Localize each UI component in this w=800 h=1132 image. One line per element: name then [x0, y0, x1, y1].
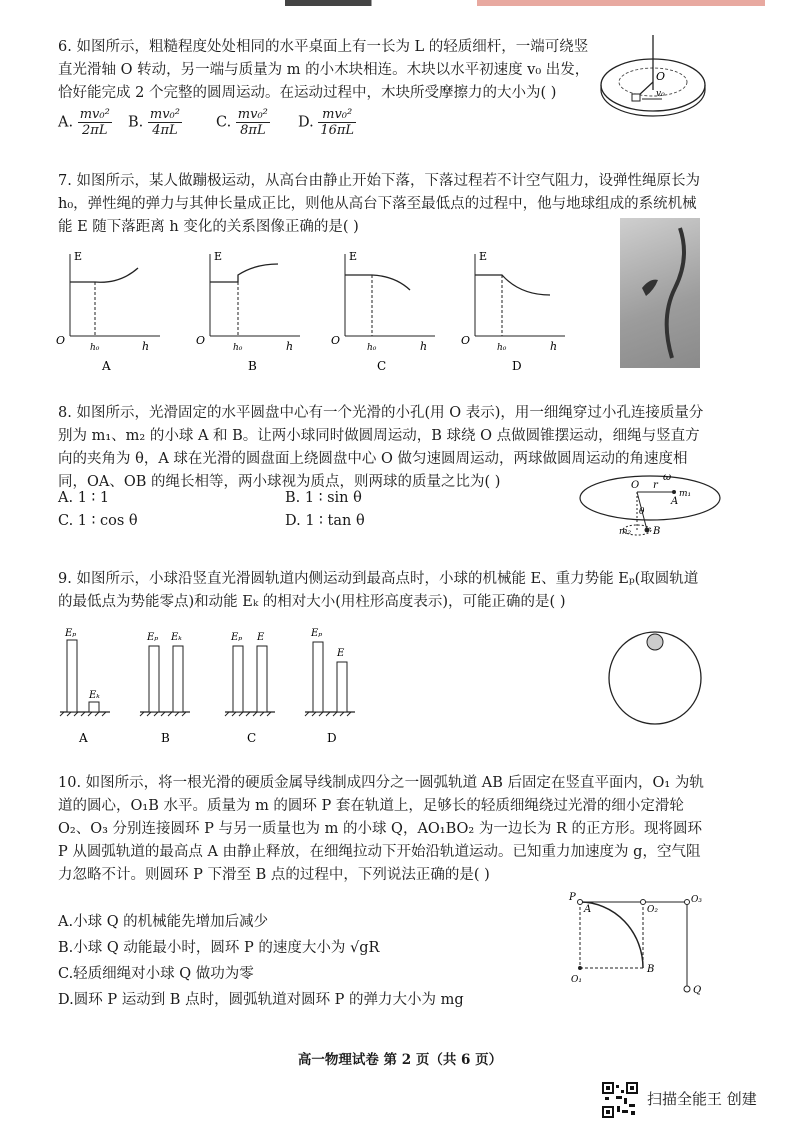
q8-ball-A: [672, 490, 676, 494]
q10-ring-P: [578, 900, 583, 905]
svg-text:ω: ω: [663, 472, 672, 483]
q9-group-d: [305, 628, 355, 745]
svg-text:Eₖ: Eₖ: [171, 632, 182, 643]
q9-b-bar2: [173, 646, 183, 712]
svg-text:A: A: [671, 496, 679, 507]
svg-text:Eₚ: Eₚ: [311, 628, 323, 639]
svg-text:A: A: [584, 904, 592, 915]
q9-label-d: D: [327, 731, 337, 745]
question-9-text: 9. 如图所示，小球沿竖直光滑圆轨道内侧运动到最高点时，小球的机械能 E、重力势能 Eₚ(取圆轨道的最低点为势能零点)和动能 Eₖ 的相对大小(用柱形高度表示)，可能正确的是( ): [58, 571, 699, 610]
option-8a: A. 1 ∶ 1: [58, 490, 110, 506]
svg-text:B: B: [647, 964, 655, 975]
q9-d-bar1: [313, 642, 323, 712]
option-10d: D.圆环 P 运动到 B 点时，圆弧轨道对圆环 P 的弹力大小为 mg: [58, 992, 464, 1008]
question-7-text: 7. 如图所示，某人做蹦极运动，从高台由静止开始下落，下落过程若不计空气阻力，设弹性绳原长为 h₀，弹性绳的弹力与其伸长量成正比，则他从高台下落至最低点的过程中，他与地球组成的系统机械能 E 随下落距离 h 变化的关系图像正确的是( ): [58, 173, 700, 235]
svg-text:h: h: [550, 340, 558, 353]
qr-code-icon: [602, 1082, 638, 1118]
question-8-options: [58, 490, 388, 536]
svg-text:Eₚ: Eₚ: [65, 628, 77, 639]
q10-figure: [565, 888, 710, 1008]
svg-text:O: O: [461, 334, 471, 347]
q9-label-c: C: [247, 731, 257, 745]
q7-graph-c: [331, 250, 435, 373]
svg-text:h: h: [142, 340, 150, 353]
svg-text:E: E: [257, 632, 265, 643]
svg-text:h: h: [286, 340, 294, 353]
option-6d: D. $\frac{\text{mv₀²}}{16\pi L}$: [298, 107, 355, 138]
svg-text:E: E: [74, 250, 83, 263]
q9-c-bar1: [233, 646, 243, 712]
svg-text:E: E: [337, 648, 345, 659]
svg-text:O₂: O₂: [647, 905, 658, 915]
q9-c-bar2: [257, 646, 267, 712]
q9-d-bar2: [337, 662, 347, 712]
question-10-text: 10. 如图所示，将一根光滑的硬质金属导线制成四分之一圆弧轨道 AB 后固定在竖直平面内，O₁ 为轨道的圆心，O₁B 水平。质量为 m 的圆环 P 套在轨道上，足够长的轻质细绳绕过光滑的细小定滑轮 O₂、O₃ 分别连接圆环 P 与另一质量也为 m 的小球 Q，AO₁BO₂ 为一边长为 R 的正方形。现将圆环 P 从圆弧轨道的最高点 A 由静止释放，在细绳拉动下开始沿轨道运动。已知重力加速度为 g，空气阻力忽略不计。则圆环 P 下滑至 B 点的过程中，下列说法正确的是( ): [58, 775, 704, 883]
q9-b-bar1: [149, 646, 159, 712]
q7-curve-d: [475, 275, 550, 295]
svg-text:h₀: h₀: [497, 343, 507, 353]
svg-text:Eₚ: Eₚ: [147, 632, 159, 643]
q10-center-O1: [578, 966, 582, 970]
option-6a: A. $\frac{\text{mv₀²}}{2\pi L}$: [58, 107, 110, 138]
svg-text:m₁: m₁: [679, 489, 692, 499]
svg-text:r: r: [653, 480, 658, 491]
question-6-text: 6. 如图所示，粗糙程度处处相同的水平桌面上有一长为 L 的轻质细杆，一端可绕竖直光滑轴 O 转动，另一端与质量为 m 的小木块相连。木块以水平初速度 v₀ 出发，恰好能完成 2 个完整的圆周运动。在运动过程中，木块所受摩擦力的大小为( ): [58, 39, 590, 101]
svg-text:O₃: O₃: [691, 895, 702, 905]
option-10b: B.小球 Q 动能最小时，圆环 P 的速度大小为 √gR: [58, 940, 380, 956]
svg-text:Eₖ: Eₖ: [89, 690, 100, 701]
q9-group-b: [140, 632, 190, 745]
bungee-photo: [620, 218, 700, 368]
svg-text:O: O: [196, 334, 206, 347]
q9-group-c: [225, 632, 275, 745]
q10-pulley-O2: [641, 900, 646, 905]
q9-circle-track: [605, 628, 705, 728]
svg-text:m₂: m₂: [619, 527, 632, 537]
svg-text:E: E: [349, 250, 358, 263]
svg-text:θ: θ: [639, 507, 645, 517]
svg-text:E: E: [479, 250, 488, 263]
page-footer: 高一物理试卷 第 2 页（共 6 页）: [297, 1052, 503, 1068]
q7-curve-c: [345, 275, 410, 290]
q10-pulley-O3: [685, 900, 690, 905]
svg-text:h₀: h₀: [367, 343, 377, 353]
option-8c: C. 1 ∶ cos θ: [58, 513, 138, 529]
top-edge: [285, 0, 765, 6]
svg-text:O: O: [631, 480, 640, 491]
svg-text:h₀: h₀: [233, 343, 243, 353]
q9-label-a: A: [79, 731, 88, 745]
svg-text:O: O: [331, 334, 341, 347]
q7-curve-b: [210, 264, 278, 282]
q9-label-b: B: [161, 731, 170, 745]
q7-graph-d: [461, 250, 565, 373]
option-10c: C.轻质细绳对小球 Q 做功为零: [58, 966, 254, 982]
q9-ball: [647, 634, 663, 650]
q7-label-d: D: [512, 359, 522, 373]
svg-text:P: P: [569, 892, 576, 903]
svg-text:O: O: [56, 334, 66, 347]
svg-text:Eₚ: Eₚ: [231, 632, 243, 643]
q7-graph-b: [196, 250, 300, 373]
option-6c: C. $\frac{\text{mv₀²}}{8\pi L}$: [216, 107, 268, 138]
q8-disk: [580, 476, 720, 520]
q7-label-a: A: [102, 359, 111, 373]
svg-text:h: h: [420, 340, 428, 353]
svg-text:O₁: O₁: [571, 975, 582, 985]
q9-bars: [55, 624, 375, 750]
scanner-watermark: 扫描全能王 创建: [647, 1090, 757, 1108]
option-8b: B. 1 ∶ sin θ: [285, 490, 362, 506]
q7-label-b: B: [248, 359, 257, 373]
q8-figure: [575, 468, 725, 550]
svg-text:h₀: h₀: [90, 343, 100, 353]
q7-graph-a: [56, 250, 160, 373]
q9-group-a: [60, 628, 110, 745]
q6-label-v0: v₀: [656, 89, 665, 99]
q8-ball-B: [645, 528, 650, 533]
q6-block: [632, 94, 640, 101]
svg-text:Q: Q: [693, 985, 702, 996]
q6-figure: [598, 30, 708, 120]
option-8d: D. 1 ∶ tan θ: [285, 513, 365, 529]
q7-curve-a: [70, 268, 138, 282]
svg-text:E: E: [214, 250, 223, 263]
q9-a-bar1: [67, 640, 77, 712]
option-6b: B. $\frac{\text{mv₀²}}{4\pi L}$: [128, 107, 180, 138]
question-8-text: 8. 如图所示，光滑固定的水平圆盘中心有一个光滑的小孔(用 O 表示)，用一细绳穿过小孔连接质量分别为 m₁、m₂ 的小球 A 和 B。让两小球同时做圆周运动，B 球绕 O 点做圆锥摆运动，细绳与竖直方向的夹角为 θ，A 球在光滑的圆盘面上绕圆盘中心 O 做匀速圆周运动，两球做圆周运动的角速度相同，OA、OB 的绳长相等，两小球视为质点，则两球的质量之比为( ): [58, 405, 704, 490]
question-10-options: [58, 910, 538, 1010]
svg-text:B: B: [653, 526, 661, 537]
q7-graphs: [50, 240, 580, 380]
q7-label-c: C: [377, 359, 387, 373]
q9-a-bar2: [89, 702, 99, 712]
option-10a: A.小球 Q 的机械能先增加后减少: [58, 914, 269, 930]
q10-ball-Q: [684, 986, 690, 992]
q6-label-O: O: [656, 70, 666, 83]
